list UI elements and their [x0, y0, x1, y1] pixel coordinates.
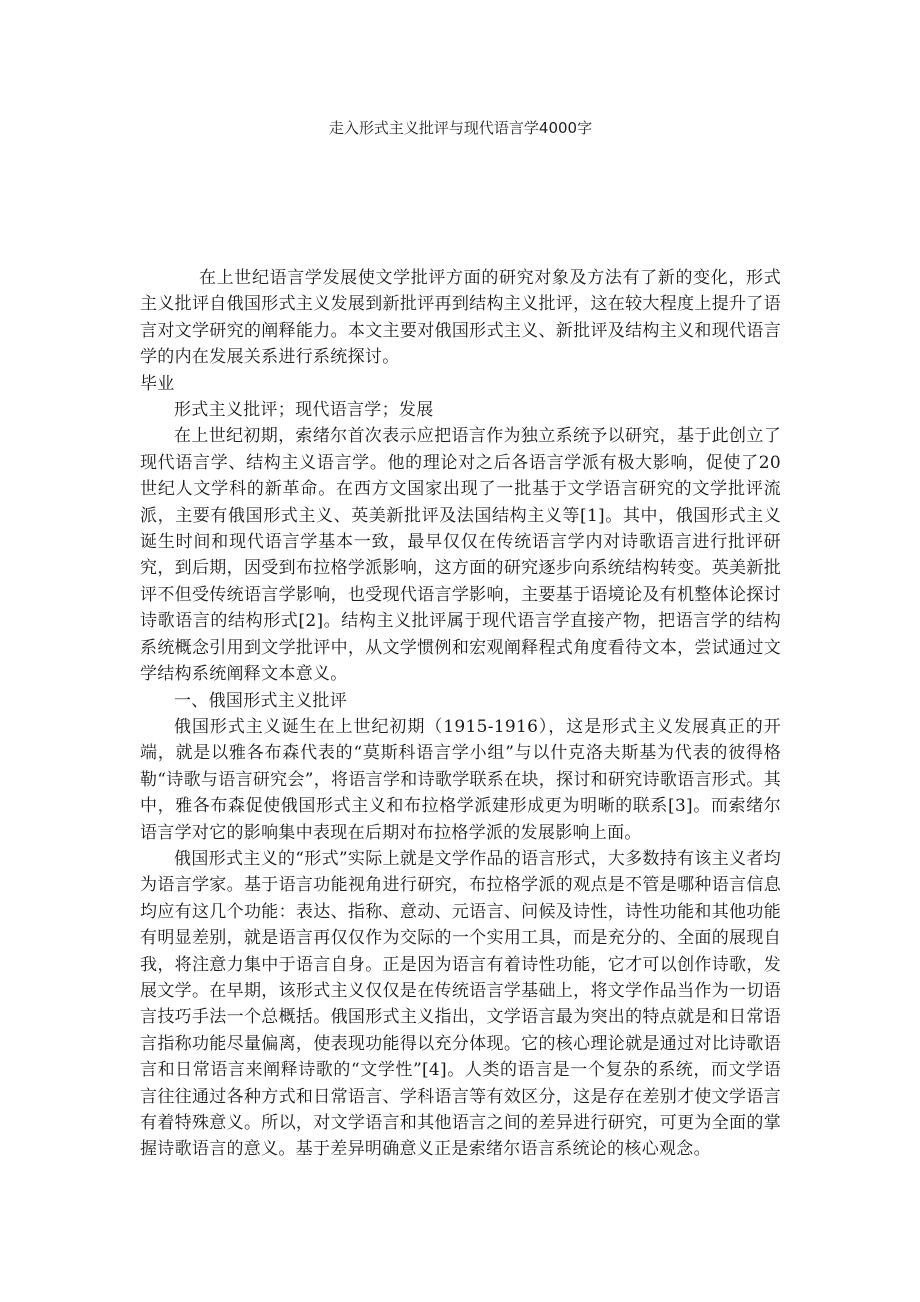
section-label: 毕业 [140, 373, 175, 394]
body-paragraph: 在上世纪初期，索绪尔首次表示应把语言作为独立系统予以研究，基于此创立了现代语言学、结构主义语言学。他的理论对之后各语言学派有极大影响，促使了20世纪人文学科的新革命。在西方文国家出现了一批基于文学语言研究的文学批评流派，主要有俄国形式主义、英美新批评及法国结构主义等[1]。其中，俄国形式主义诞生时间和现代语言学基本一致，最早仅仅在传统语言学内对诗歌语言进行批评研究，到后期，因受到布拉格学派影响，这方面的研究逐步向系统结构转变。英美新批评不但受传统语言学影响，也受现代语言学影响，主要基于语境论及有机整体论探讨诗歌语言的结构形式[2]。结构主义批评属于现代语言学直接产物，把语言学的结构系统概念引用到文学批评中，从文学惯例和宏观阐释程式角度看待文本，尝试通过文学结构系统阐释文本意义。 [140, 426, 781, 685]
body-paragraph: 俄国形式主义诞生在上世纪初期（1915-1916），这是形式主义发展真正的开端，就是以雅各布森代表的“莫斯科语言学小组”与以什克洛夫斯基为代表的彼得格勒“诗歌与语言研究会”，将语言学和诗歌学联系在块，探讨和研究诗歌语言形式。其中，雅各布森促使俄国形式主义和布拉格学派建形成更为明晰的联系[3]。而索绪尔语言学对它的影响集中表现在后期对布拉格学派的发展影响上面。 [140, 716, 781, 843]
abstract-paragraph: 在上世纪语言学发展使文学批评方面的研究对象及方法有了新的变化，形式主义批评自俄国形式主义发展到新批评再到结构主义批评，这在较大程度上提升了语言对文学研究的阐释能力。本文主要对俄国形式主义、新批评及结构主义和现代语言学的内在发展关系进行系统探讨。 [140, 268, 781, 368]
body-paragraph: 俄国形式主义的“形式”实际上就是文学作品的语言形式，大多数持有该主义者均为语言学家。基于语言功能视角进行研究，布拉格学派的观点是不管是哪种语言信息均应有这几个功能：表达、指称、意动、元语言、问候及诗性，诗性功能和其他功能有明显差别，就是语言再仅仅作为交际的一个实用工具，而是充分的、全面的展现自我，将注意力集中于语言自身。正是因为语言有着诗性功能，它才可以创作诗歌，发展文学。在早期，该形式主义仅仅是在传统语言学基础上，将文学作品当作为一切语言技巧手法一个总概括。俄国形式主义指出，文学语言最为突出的特点就是和日常语言指称功能尽量偏离，使表现功能得以充分体现。它的核心理论就是通过对比诗歌语言和日常语言来阐释诗歌的“文学性”[4]。人类的语言是一个复杂的系统，而文学语言往往通过各种方式和日常语言、学科语言等有效区分，这是存在差别才使文学语言有着特殊意义。所以，对文学语言和其他语言之间的差异进行研究，可更为全面的掌握诗歌语言的意义。基于差异明确意义正是索绪尔语言系统论的核心观念。 [140, 848, 781, 1160]
document-title: 走入形式主义批评与现代语言学4000字 [328, 119, 593, 137]
keywords: 形式主义批评；现代语言学；发展 [174, 400, 434, 421]
section-heading: 一、俄国形式主义批评 [174, 690, 347, 711]
document-body [140, 265, 781, 1163]
